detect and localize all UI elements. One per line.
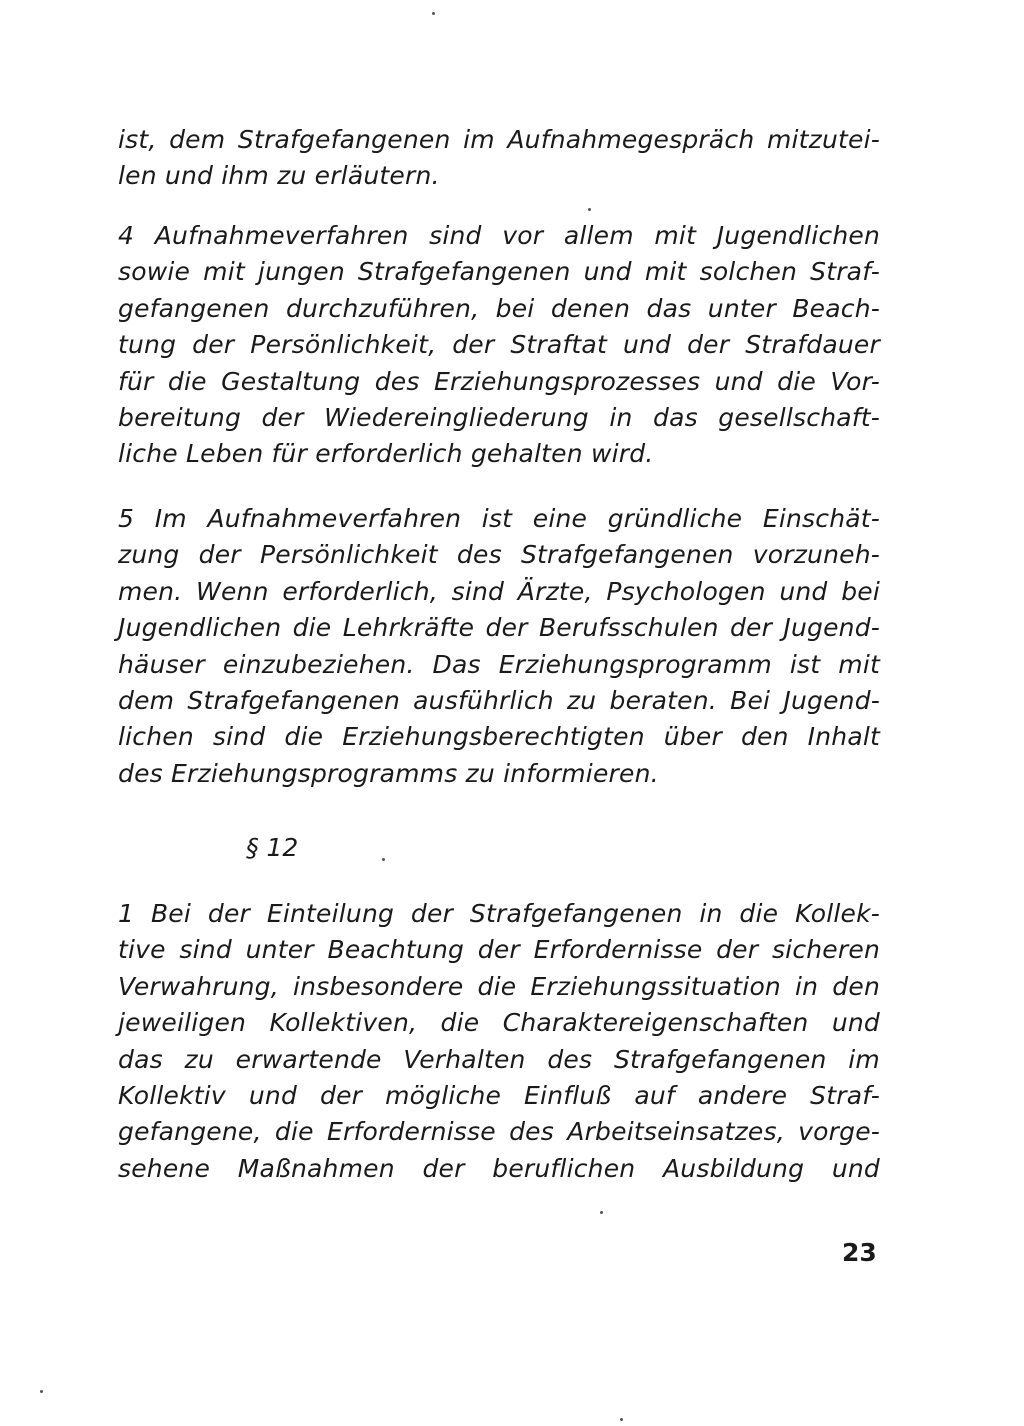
page-number: 23 (842, 1238, 877, 1267)
text-line: Jugendlichen die Lehrkräfte der Berufsschulen der Jugend- (118, 613, 880, 643)
scan-speck (432, 12, 435, 15)
section-heading: § 12 (246, 833, 299, 862)
text-line: liche Leben für erforderlich gehalten wird. (118, 439, 654, 469)
text-line: sehene Maßnahmen der beruflichen Ausbildung und (118, 1153, 880, 1183)
text-line: tive sind unter Beachtung der Erfordernisse der sicheren (118, 935, 880, 965)
text-line: jeweiligen Kollektiven, die Charaktereigenschaften und (118, 1008, 880, 1038)
text-line: 4 Aufnahmeverfahren sind vor allem mit Jugendlichen (118, 221, 880, 250)
text-line: lichen sind die Erziehungsberechtigten über den Inhalt (118, 722, 880, 752)
scan-speck (620, 1418, 623, 1421)
scan-speck (382, 858, 385, 861)
text-line: für die Gestaltung des Erziehungsprozesses und die Vor- (118, 366, 880, 396)
text-line: Verwahrung, insbesondere die Erziehungssituation in den (118, 971, 880, 1001)
text-line: tung der Persönlichkeit, der Straftat und der Strafdauer (118, 330, 880, 360)
text-line: gefangene, die Erfordernisse des Arbeitseinsatzes, vorge- (118, 1117, 880, 1147)
text-line: gefangenen durchzuführen, bei denen das unter Beach- (118, 293, 880, 323)
text-line: men. Wenn erforderlich, sind Ärzte, Psychologen und bei (118, 576, 880, 606)
paragraph-continuation (118, 122, 880, 195)
text-line: Kollektiv und der mögliche Einfluß auf andere Straf- (118, 1080, 880, 1110)
paragraph-4 (118, 218, 880, 473)
text-line: sowie mit jungen Strafgefangenen und mit solchen Straf- (118, 257, 880, 287)
text-line: len und ihm zu erläutern. (118, 161, 440, 191)
text-line: des Erziehungsprogramms zu informieren. (118, 758, 659, 788)
text-line: zung der Persönlichkeit des Strafgefangenen vorzuneh- (118, 540, 880, 570)
text-line: das zu erwartende Verhalten des Strafgefangenen im (118, 1044, 880, 1074)
text-line: ist, dem Strafgefangenen im Aufnahmegespräch mitzutei- (118, 125, 880, 154)
text-line: bereitung der Wiedereingliederung in das gesellschaft- (118, 402, 880, 432)
paragraph-5 (118, 501, 880, 792)
text-line: 1 Bei der Einteilung der Strafgefangenen in die Kollek- (118, 899, 880, 928)
scan-speck (40, 1390, 43, 1393)
text-line: häuser einzubeziehen. Das Erziehungsprogramm ist mit (118, 649, 880, 679)
text-line: dem Strafgefangenen ausführlich zu beraten. Bei Jugend- (118, 685, 880, 715)
paragraph-12-1 (118, 896, 880, 1187)
text-line: 5 Im Aufnahmeverfahren ist eine gründliche Einschät- (118, 504, 880, 533)
scan-speck (588, 208, 591, 211)
scan-speck (600, 1211, 603, 1214)
